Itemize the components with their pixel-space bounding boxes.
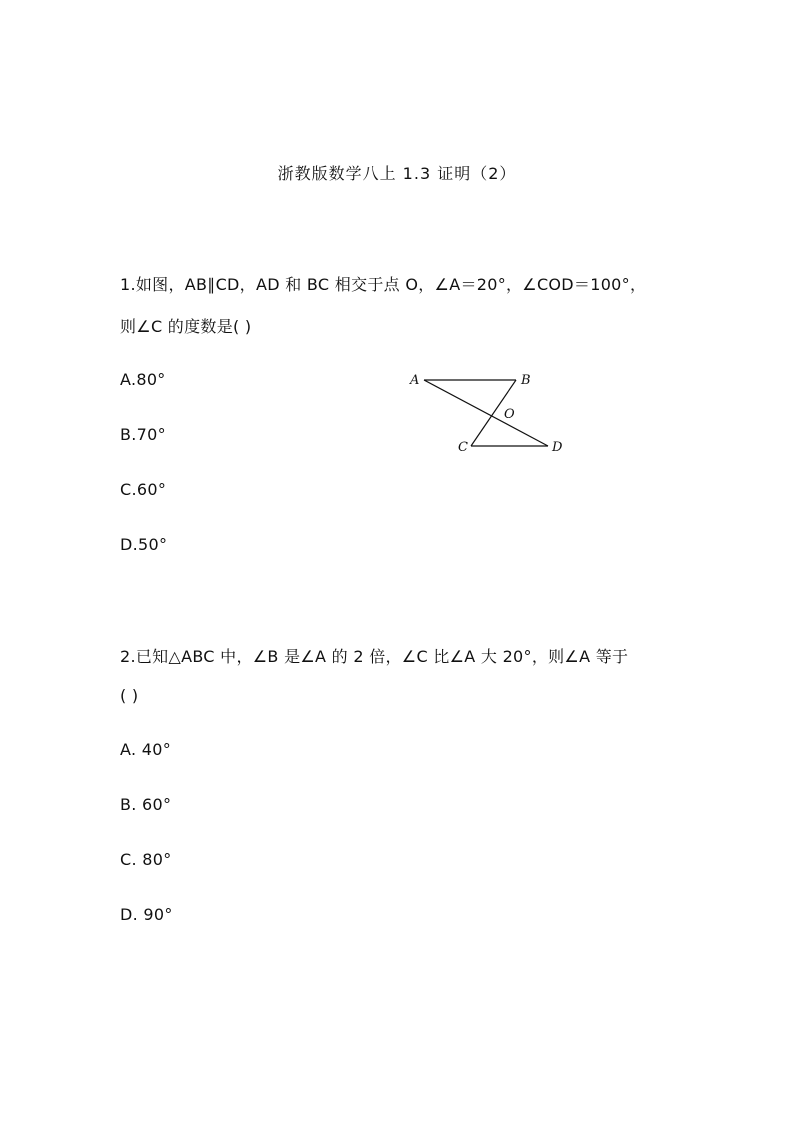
q1-stem-line1: 1.如图，AB∥CD，AD 和 BC 相交于点 O，∠A＝20°，∠COD＝100°，: [120, 275, 647, 294]
q1-option-b: B.70°: [120, 425, 166, 444]
point-label-d: D: [552, 440, 563, 455]
point-label-o: O: [504, 407, 515, 422]
q2-stem-line1: 2.已知△ABC 中，∠B 是∠A 的 2 倍，∠C 比∠A 大 20°，则∠A 等于: [120, 647, 629, 666]
q1-option-c: C.60°: [120, 480, 167, 499]
q1-geometry-figure: [400, 368, 580, 460]
q1-stem-line2: 则∠C 的度数是( ): [120, 317, 252, 336]
q2-option-b: B. 60°: [120, 795, 172, 814]
point-label-b: B: [521, 373, 531, 388]
segment-ad: [424, 380, 548, 446]
q2-option-a: A. 40°: [120, 740, 171, 759]
point-label-c: C: [458, 440, 468, 455]
q1-option-d: D.50°: [120, 535, 168, 554]
page-title: 浙教版数学八上 1.3 证明（2）: [277, 164, 517, 183]
q2-option-d: D. 90°: [120, 905, 173, 924]
q2-option-c: C. 80°: [120, 850, 172, 869]
q1-option-a: A.80°: [120, 370, 166, 389]
point-label-a: A: [410, 373, 420, 388]
q2-stem-line2: ( ): [120, 686, 139, 705]
